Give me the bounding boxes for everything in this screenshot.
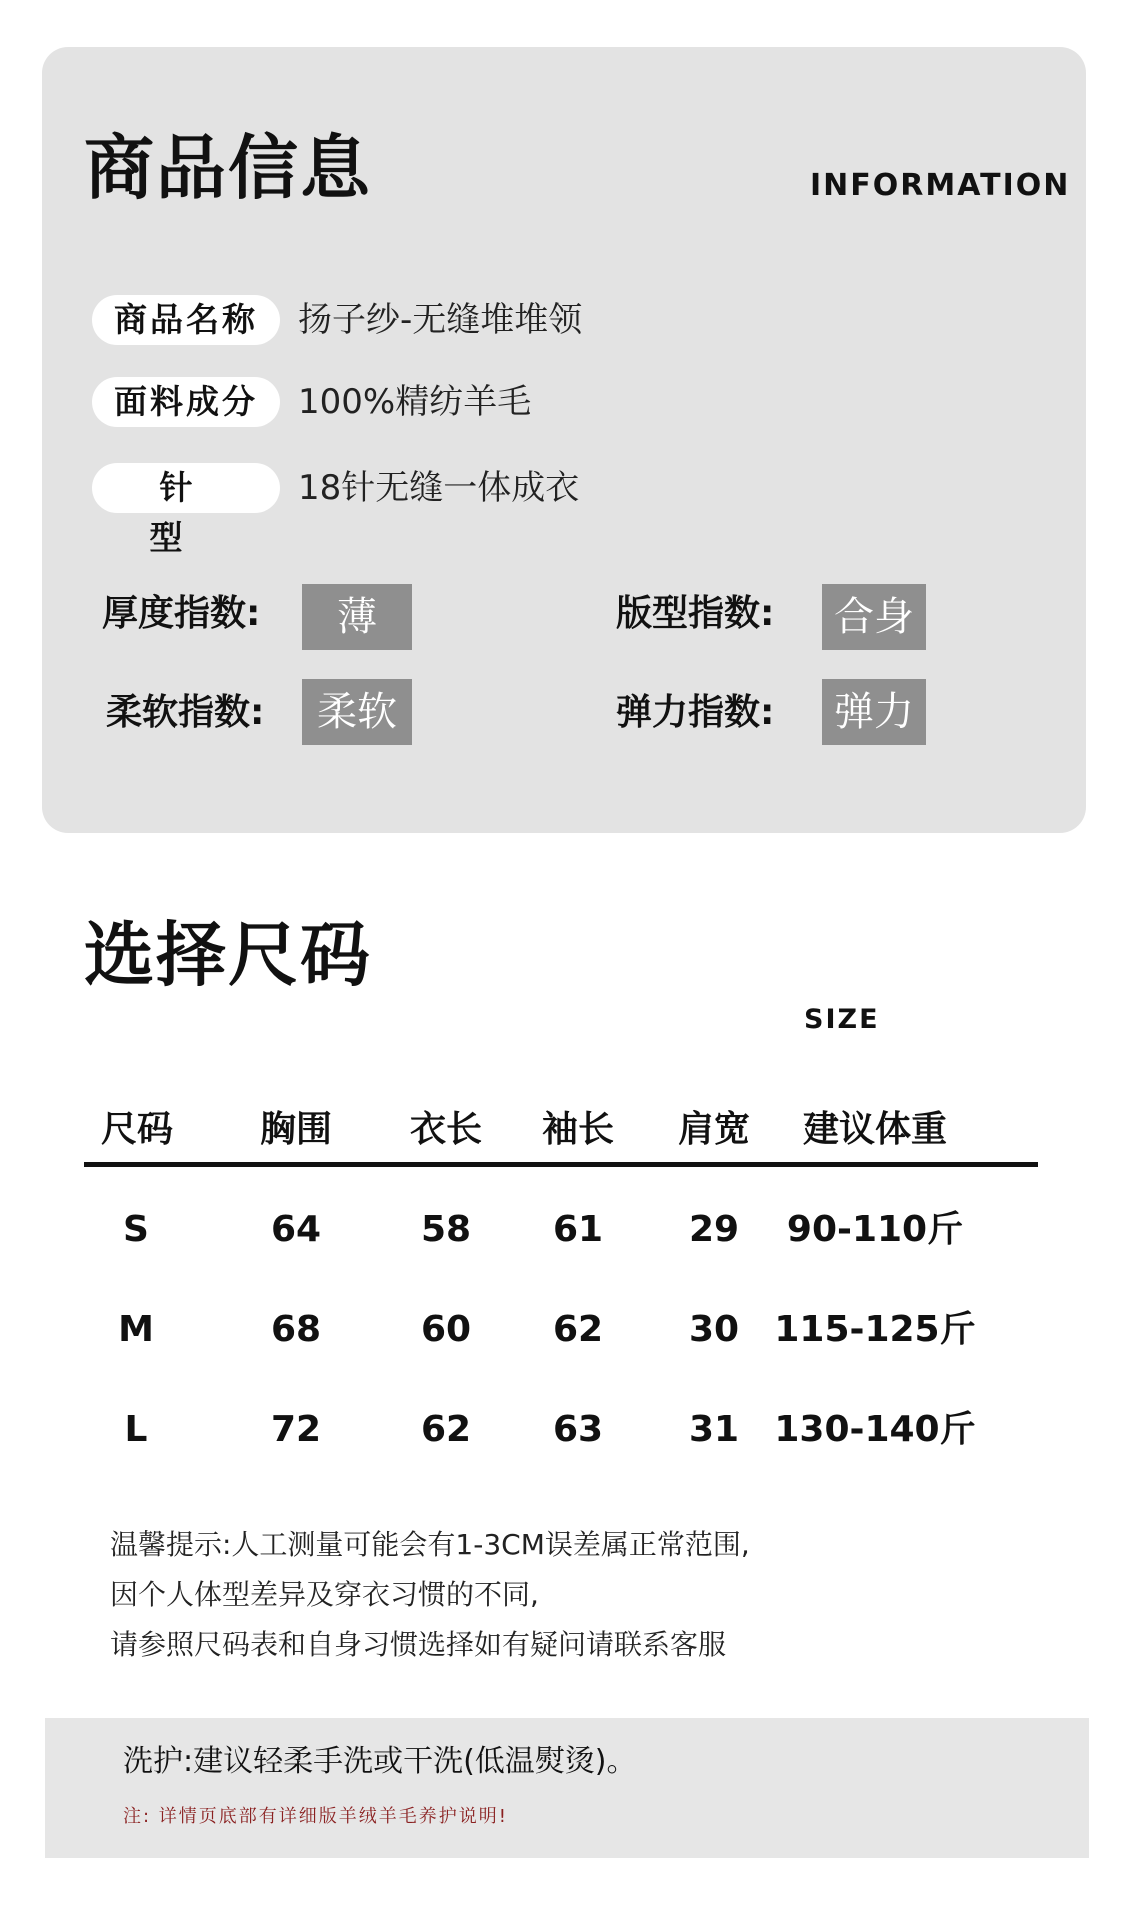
table-cell: 61 xyxy=(552,1209,604,1250)
attr-value-name: 扬子纱-无缝堆堆领 xyxy=(298,300,583,340)
size-title: 选择尺码 xyxy=(84,914,372,996)
note-line: 请参照尺码表和自身习惯选择如有疑问请联系客服 xyxy=(110,1628,727,1661)
table-cell: 29 xyxy=(688,1209,740,1250)
table-cell: 62 xyxy=(420,1409,472,1450)
col-shoulder: 肩宽 xyxy=(677,1109,750,1150)
care-note: 注: 详情页底部有详细版羊绒羊毛养护说明! xyxy=(123,1806,508,1827)
attr-label-material: 面料成分 xyxy=(92,377,280,427)
attr-value-material: 100%精纺羊毛 xyxy=(298,382,532,422)
table-cell: 60 xyxy=(420,1309,472,1350)
care-box xyxy=(45,1718,1089,1858)
table-cell: S xyxy=(123,1209,149,1250)
table-cell: 68 xyxy=(270,1309,322,1350)
table-cell: 63 xyxy=(552,1409,604,1450)
table-cell: M xyxy=(118,1309,154,1350)
attr-label-name: 商品名称 xyxy=(92,295,280,345)
col-weight: 建议体重 xyxy=(802,1109,947,1150)
info-title: 商品信息 xyxy=(84,127,372,209)
table-divider xyxy=(84,1162,1038,1167)
size-notes xyxy=(110,1520,750,1670)
index-value-fit: 合身 xyxy=(822,584,926,650)
product-info-card xyxy=(42,47,1086,833)
table-cell: 72 xyxy=(270,1409,322,1450)
index-value-thickness: 薄 xyxy=(302,584,412,650)
size-title-en: SIZE xyxy=(804,1004,880,1035)
table-cell: 64 xyxy=(270,1209,322,1250)
table-cell: 62 xyxy=(552,1309,604,1350)
col-size: 尺码 xyxy=(100,1109,173,1150)
note-line: 因个人体型差异及穿衣习惯的不同, xyxy=(110,1578,539,1611)
info-title-en: INFORMATION xyxy=(810,168,1071,203)
index-label-thickness: 厚度指数: xyxy=(102,593,261,634)
care-instruction: 洗护:建议轻柔手洗或干洗(低温熨烫)。 xyxy=(123,1744,637,1779)
note-line: 温馨提示:人工测量可能会有1-3CM误差属正常范围, xyxy=(110,1528,750,1561)
table-cell: 31 xyxy=(688,1409,740,1450)
index-value-softness: 柔软 xyxy=(302,679,412,745)
table-cell: 30 xyxy=(688,1309,740,1350)
table-cell: L xyxy=(124,1409,148,1450)
index-label-fit: 版型指数: xyxy=(616,593,775,634)
col-chest: 胸围 xyxy=(259,1109,332,1150)
table-cell: 58 xyxy=(420,1209,472,1250)
col-sleeve: 袖长 xyxy=(541,1109,614,1150)
table-cell: 115-125斤 xyxy=(774,1309,976,1350)
table-cell: 130-140斤 xyxy=(774,1409,976,1450)
index-value-elasticity: 弹力 xyxy=(822,679,926,745)
index-label-softness: 柔软指数: xyxy=(106,692,265,733)
index-label-elasticity: 弹力指数: xyxy=(616,692,775,733)
attr-value-gauge: 18针无缝一体成衣 xyxy=(298,468,580,508)
table-cell: 90-110斤 xyxy=(786,1209,964,1250)
col-length: 衣长 xyxy=(409,1109,482,1150)
attr-label-gauge: 针 型 xyxy=(92,463,280,513)
